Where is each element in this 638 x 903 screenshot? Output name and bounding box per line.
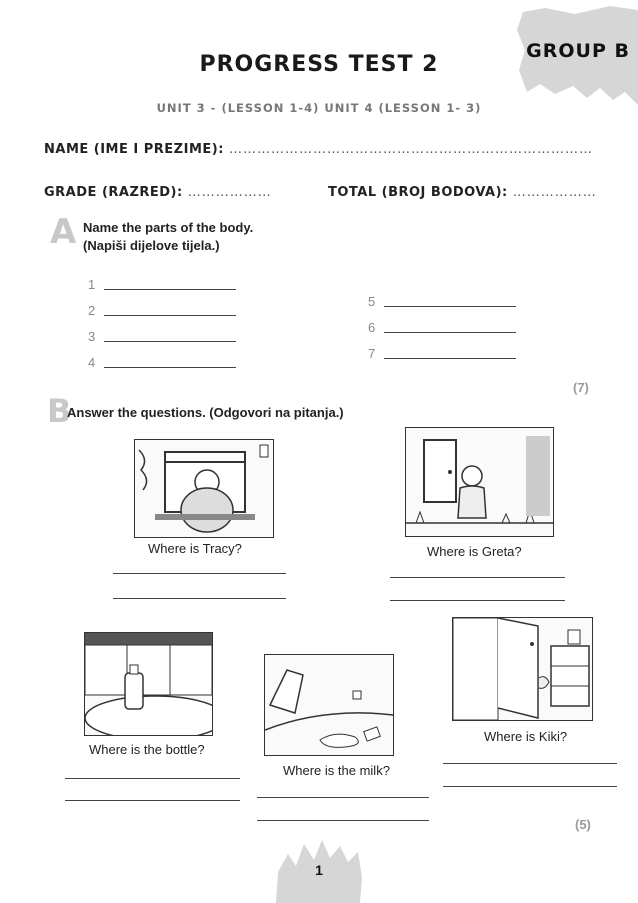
grade-label: GRADE (RAZRED): bbox=[44, 185, 183, 200]
grade-dots[interactable]: ……………… bbox=[187, 185, 272, 200]
answer-line[interactable] bbox=[65, 800, 240, 801]
greta-illustration bbox=[406, 428, 553, 536]
page-number: 1 bbox=[315, 862, 323, 878]
page-title: PROGRESS TEST 2 bbox=[199, 52, 439, 77]
item-number: 1 bbox=[88, 277, 96, 292]
section-a-points: (7) bbox=[573, 380, 589, 395]
item-number: 5 bbox=[368, 294, 376, 309]
section-b-points: (5) bbox=[575, 817, 591, 832]
section-a-letter: A bbox=[50, 212, 77, 252]
answer-line[interactable] bbox=[104, 315, 236, 316]
milk-illustration bbox=[265, 655, 393, 755]
tracy-illustration bbox=[135, 440, 273, 537]
answer-line[interactable] bbox=[257, 820, 429, 821]
answer-line[interactable] bbox=[384, 358, 516, 359]
answer-line[interactable] bbox=[104, 289, 236, 290]
group-label: GROUP B bbox=[526, 40, 630, 62]
answer-line[interactable] bbox=[113, 598, 286, 599]
item-number: 7 bbox=[368, 346, 376, 361]
section-b-instruction: Answer the questions. (Odgovori na pitanja.) bbox=[67, 405, 344, 420]
answer-line[interactable] bbox=[390, 577, 565, 578]
answer-line[interactable] bbox=[390, 600, 565, 601]
total-dots[interactable]: ……………… bbox=[512, 185, 597, 200]
milk-picture bbox=[264, 654, 394, 756]
name-label: NAME (IME I PREZIME): bbox=[44, 142, 224, 157]
answer-line[interactable] bbox=[257, 797, 429, 798]
answer-line[interactable] bbox=[113, 573, 286, 574]
answer-line[interactable] bbox=[443, 763, 617, 764]
item-number: 4 bbox=[88, 355, 96, 370]
section-a-instruction bbox=[83, 219, 253, 255]
item-number: 3 bbox=[88, 329, 96, 344]
item-number: 6 bbox=[368, 320, 376, 335]
answer-line[interactable] bbox=[104, 367, 236, 368]
kiki-illustration bbox=[453, 618, 592, 720]
section-b-letter: B bbox=[47, 392, 72, 430]
name-dots[interactable]: …………………………………………………………………… bbox=[228, 142, 593, 157]
question-bottle: Where is the bottle? bbox=[89, 742, 205, 757]
answer-line[interactable] bbox=[384, 332, 516, 333]
answer-line[interactable] bbox=[65, 778, 240, 779]
question-milk: Where is the milk? bbox=[283, 763, 390, 778]
section-a-instruction-en: Name the parts of the body. bbox=[83, 220, 254, 235]
question-greta: Where is Greta? bbox=[427, 544, 522, 559]
section-a-instruction-hr: (Napiši dijelove tijela.) bbox=[83, 238, 220, 253]
answer-line[interactable] bbox=[104, 341, 236, 342]
name-field bbox=[44, 142, 593, 157]
grade-field bbox=[44, 185, 272, 200]
question-kiki: Where is Kiki? bbox=[484, 729, 568, 744]
answer-line[interactable] bbox=[443, 786, 617, 787]
total-field bbox=[328, 185, 597, 200]
tracy-picture bbox=[134, 439, 274, 538]
total-label: TOTAL (BROJ BODOVA): bbox=[328, 185, 508, 200]
bottle-illustration bbox=[85, 633, 212, 735]
answer-line[interactable] bbox=[384, 306, 516, 307]
bottle-picture bbox=[84, 632, 213, 736]
question-tracy: Where is Tracy? bbox=[148, 541, 242, 556]
item-number: 2 bbox=[88, 303, 96, 318]
greta-picture bbox=[405, 427, 554, 537]
kiki-picture bbox=[452, 617, 593, 721]
page-subtitle: UNIT 3 - (LESSON 1-4) UNIT 4 (LESSON 1- 3) bbox=[156, 101, 482, 115]
